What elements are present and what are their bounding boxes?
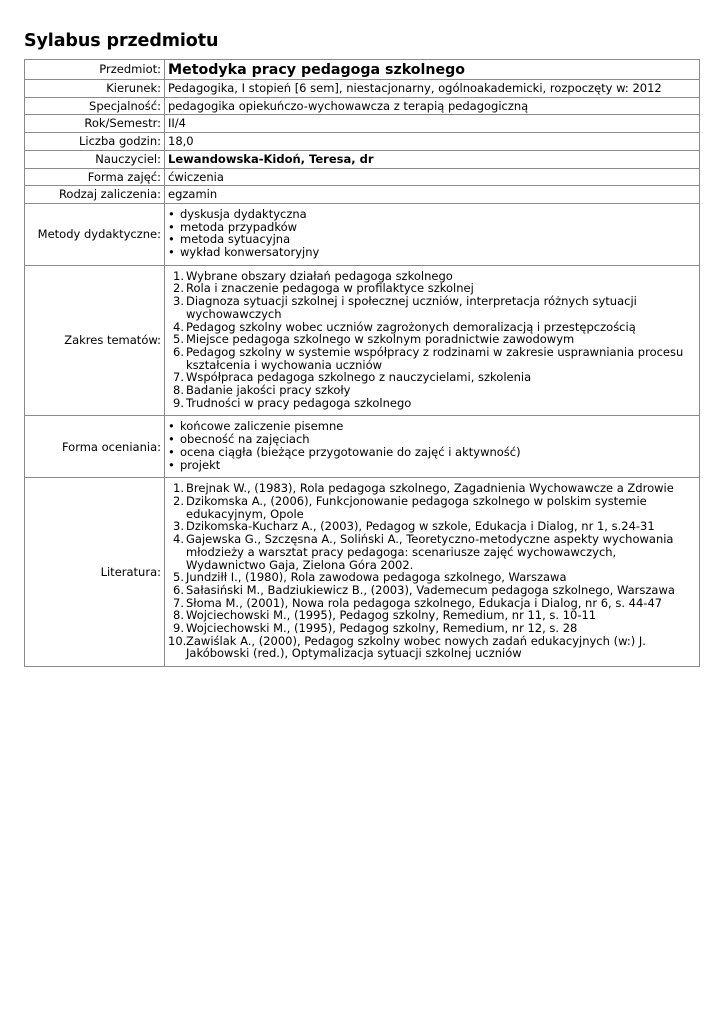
list-item: 6. Pedagog szkolny w systemie współpracy z rodzinami w zakresie usprawniania procesu kształcenia i wychowania uczniów (173, 344, 684, 372)
list-item: 2. Dzikomska A., (2006), Funkcjonowanie pedagoga szkolnego w polskim systemie edukacyjnym, Opole (173, 493, 647, 521)
label-kierunek: Kierunek: (25, 80, 165, 98)
label-specjalnosc: Specjalność: (25, 97, 165, 115)
list-item: 9. Trudności w pracy pedagoga szkolnego (173, 395, 412, 410)
value-zakres (165, 265, 700, 416)
list-item: 2. Rola i znaczenie pedagoga w profilaktyce szkolnej (173, 281, 474, 296)
label-zakres: Zakres tematów: (25, 265, 165, 416)
metody-list (168, 208, 696, 259)
list-item: 3. Dzikomska-Kucharz A., (2003), Pedagog w szkole, Edukacja i Dialog, nr 1, s.24-31 (173, 519, 655, 534)
list-item: 1. Brejnak W., (1983), Rola pedagoga szkolnego, Zagadnienia Wychowawcze a Zdrowie (173, 481, 674, 496)
value-przedmiot: Metodyka pracy pedagoga szkolnego (165, 60, 700, 80)
value-literatura (165, 478, 700, 667)
list-item: • obecność na zajęciach (168, 432, 310, 447)
row-literatura (25, 478, 700, 667)
list-item: 3. Diagnoza sytuacji szkolnej i społecznej uczniów, interpretacja różnych sytuacji wychowawczych (173, 294, 637, 321)
row-zakres (25, 265, 700, 416)
row-kierunek (25, 80, 700, 98)
list-item: 4. Pedagog szkolny wobec uczniów zagrożonych demoralizacją i przestępczością (173, 319, 636, 334)
list-item: • projekt (168, 457, 221, 472)
row-specjalnosc (25, 97, 700, 115)
label-metody: Metody dydaktyczne: (25, 203, 165, 265)
list-item: • końcowe zaliczenie pisemne (168, 419, 344, 434)
value-zaliczenie: egzamin (165, 186, 700, 204)
list-item: • wykład konwersatoryjny (168, 245, 320, 260)
ocenianie-list (168, 420, 696, 471)
list-item: • dyskusja dydaktyczna (168, 206, 307, 221)
label-nauczyciel: Nauczyciel: (25, 150, 165, 168)
label-rok: Rok/Semestr: (25, 115, 165, 133)
value-kierunek: Pedagogika, I stopień [6 sem], niestacjonarny, ogólnoakademicki, rozpoczęty w: 2012 (165, 80, 700, 98)
label-ocenianie: Forma oceniania: (25, 416, 165, 478)
list-item: 8. Wojciechowski M., (1995), Pedagog szkolny, Remedium, nr 11, s. 10-11 (173, 608, 597, 623)
label-literatura: Literatura: (25, 478, 165, 667)
label-zaliczenie: Rodzaj zaliczenia: (25, 186, 165, 204)
row-zaliczenie (25, 186, 700, 204)
row-rok (25, 115, 700, 133)
literatura-list (168, 482, 696, 660)
row-ocenianie (25, 416, 700, 478)
list-item: 7. Słoma M., (2001), Nowa rola pedagoga szkolnego, Edukacja i Dialog, nr 6, s. 44-47 (173, 595, 663, 610)
value-forma: ćwiczenia (165, 168, 700, 186)
row-forma (25, 168, 700, 186)
syllabus-table (24, 59, 700, 667)
row-godziny (25, 133, 700, 151)
list-item: 8. Badanie jakości pracy szkoły (173, 383, 351, 398)
value-nauczyciel: Lewandowska-Kidoń, Teresa, dr (165, 150, 700, 168)
list-item: • ocena ciągła (bieżące przygotowanie do zajęć i aktywność) (168, 444, 521, 459)
list-item: 10. Zawiślak A., (2000), Pedagog szkolny wobec nowych zadań edukacyjnych (w:) J. Jakóbowski (red.), Optymalizacja sytuacji szkolnej uczniów (168, 633, 646, 661)
label-przedmiot: Przedmiot: (25, 60, 165, 80)
row-nauczyciel (25, 150, 700, 168)
list-item: 6. Sałasiński M., Badziukiewicz B., (2003), Vademecum pedagoga szkolnego, Warszawa (173, 582, 675, 597)
value-rok: II/4 (165, 115, 700, 133)
list-item: 5. Miejsce pedagoga szkolnego w szkolnym poradnictwie zawodowym (173, 332, 575, 347)
list-item: • metoda sytuacyjna (168, 232, 291, 247)
label-godziny: Liczba godzin: (25, 133, 165, 151)
page-title: Sylabus przedmiotu (24, 31, 219, 51)
value-specjalnosc: pedagogika opiekuńczo-wychowawcza z terapią pedagogiczną (165, 97, 700, 115)
zakres-list (168, 270, 696, 410)
list-item: 9. Wojciechowski M., (1995), Pedagog szkolny, Remedium, nr 12, s. 28 (173, 621, 578, 636)
value-metody (165, 203, 700, 265)
row-metody (25, 203, 700, 265)
label-forma: Forma zajęć: (25, 168, 165, 186)
list-item: 4. Gajewska G., Szczęsna A., Soliński A., Teoretyczno-metodyczne aspekty wychowania młodzieży a warsztat pracy pedagoga: scenariusze zajęć wychowawczych, Wydawnictwo Gaja, Zielona Góra 2002. (173, 532, 674, 572)
value-ocenianie (165, 416, 700, 478)
list-item: 7. Współpraca pedagoga szkolnego z nauczycielami, szkolenia (173, 370, 532, 385)
value-godziny: 18,0 (165, 133, 700, 151)
list-item: • metoda przypadków (168, 219, 298, 234)
list-item: 5. Jundziłł I., (1980), Rola zawodowa pedagoga szkolnego, Warszawa (173, 570, 567, 585)
row-przedmiot (25, 60, 700, 80)
list-item: 1. Wybrane obszary działań pedagoga szkolnego (173, 268, 453, 283)
